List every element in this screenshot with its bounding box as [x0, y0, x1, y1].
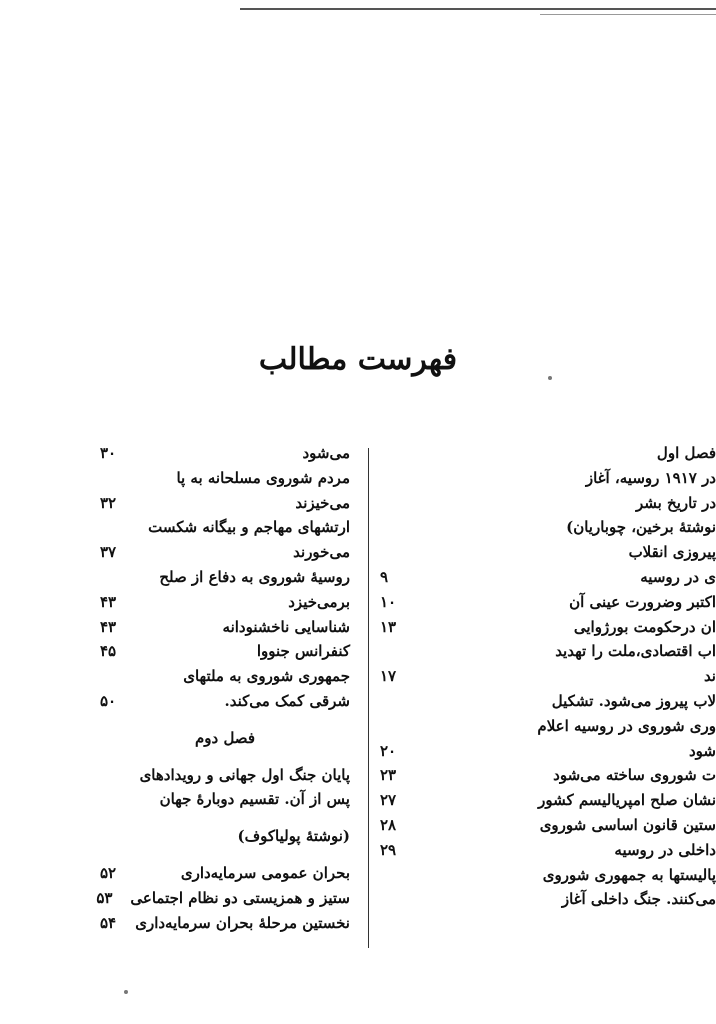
toc-entry-text: ند	[703, 667, 716, 686]
toc-entry-text: نشان صلح امپریالیسم کشور	[538, 791, 716, 810]
toc-entry	[380, 866, 716, 891]
toc-left-column	[96, 444, 350, 938]
toc-entry-page: ۲۷	[380, 791, 397, 810]
toc-entry	[100, 469, 350, 494]
toc-entry	[380, 766, 716, 791]
toc-entry	[100, 692, 350, 717]
toc-entry	[100, 494, 350, 519]
toc-entry-page: ۱۳	[380, 617, 397, 636]
toc-entry-page: ۴۵	[100, 642, 117, 661]
toc-entry	[380, 518, 716, 543]
toc-entry	[380, 618, 716, 643]
toc-entry-text: اکتبر وضرورت عینی آن	[569, 592, 716, 611]
toc-entry-text: ت شوروی ساخته می‌شود	[553, 766, 716, 785]
toc-entry-text: پیروزی انقلاب	[628, 543, 716, 562]
chapter-two-title-line-1: پایان جنگ اول جهانی و رویدادهای	[139, 765, 350, 784]
toc-entry	[100, 864, 350, 889]
toc-entry	[100, 518, 350, 543]
toc-entry-page: ۵۲	[100, 863, 117, 882]
toc-entry	[380, 841, 716, 866]
toc-entry	[380, 717, 716, 742]
scan-speck	[124, 990, 128, 994]
top-rule	[240, 8, 716, 10]
toc-entry-page: ۲۸	[380, 815, 397, 834]
toc-entry	[100, 543, 350, 568]
toc-entry-page: ۳۲	[100, 493, 117, 512]
scan-speck	[548, 376, 552, 380]
toc-entry-text: شرقی کمک می‌کند.	[224, 691, 350, 710]
toc-entry	[380, 890, 716, 915]
toc-entry	[380, 742, 716, 767]
toc-entry	[380, 816, 716, 841]
toc-entry-page: ۱۰	[380, 592, 397, 611]
toc-entry-text: مردم شوروی مسلحانه به پا	[176, 468, 350, 487]
toc-entry-text: می‌شود	[302, 444, 350, 462]
toc-entry-text: در ۱۹۱۷ روسیه، آغاز	[585, 468, 716, 487]
column-divider	[368, 448, 369, 948]
toc-entry-text: نوشتهٔ برخین، چوباریان)	[566, 518, 716, 537]
toc-entry	[100, 593, 350, 618]
toc-entry	[380, 444, 716, 469]
toc-entry-text: شناسایی ناخشنودانه	[222, 617, 350, 636]
toc-entry-page: ۱۷	[380, 667, 397, 686]
toc-entry	[380, 593, 716, 618]
toc-entry-text: روسیهٔ شوروی به دفاع از صلح	[159, 567, 350, 586]
chapter-two-author: (نوشتهٔ پولیاکوف)	[237, 827, 350, 846]
toc-entry-page: ۳۷	[100, 543, 117, 562]
toc-entry-text: می‌خیزند	[295, 493, 350, 512]
toc-entry-page: ۴۳	[100, 617, 117, 636]
chapter-two-heading: فصل دوم	[195, 728, 255, 747]
toc-entry-text: می‌کنند. جنگ داخلی آغاز	[561, 890, 716, 909]
toc-entry	[380, 667, 716, 692]
toc-entry-text: ان درحکومت بورژوایی	[573, 617, 716, 636]
toc-entry-text: ی در روسیه	[640, 567, 716, 586]
page-title: فهرست مطالب	[258, 342, 458, 377]
toc-entry-page: ۲۰	[380, 741, 397, 760]
toc-entry-text: ارتشهای مهاجم و بیگانه شکست	[148, 518, 350, 537]
toc-entry-text: کنفرانس جنووا	[256, 642, 350, 661]
toc-entry	[100, 667, 350, 692]
toc-entry-page: ۵۴	[100, 913, 117, 932]
chapter-two-title-line-2: پس از آن. تقسیم دوبارهٔ جهان	[159, 790, 350, 809]
toc-entry-text: ستیز و همزیستی دو نظام اجتماعی	[130, 888, 350, 907]
toc-entry	[380, 642, 716, 667]
toc-entry	[380, 692, 716, 717]
toc-entry-text: داخلی در روسیه	[614, 840, 716, 859]
toc-entry	[380, 791, 716, 816]
toc-entry-text: ستین قانون اساسی شوروی	[539, 815, 716, 834]
toc-entry	[100, 914, 350, 939]
toc-entry-page: ۲۳	[380, 766, 397, 785]
toc-entry-text: پالیستها به جمهوری شوروی	[542, 865, 716, 884]
toc-entry-text: جمهوری شوروی به ملتهای	[183, 667, 350, 686]
top-rule-secondary	[540, 14, 716, 15]
toc-entry-page: ۴۳	[100, 592, 117, 611]
toc-entry-text: شود	[689, 741, 716, 760]
toc-entry	[100, 444, 350, 469]
toc-entry-text: اب اقتصادی،ملت را تهدید	[555, 642, 716, 661]
toc-entry	[380, 469, 716, 494]
toc-right-column	[380, 444, 716, 915]
toc-entry-page: ۲۹	[380, 840, 397, 859]
toc-entry-page: ۵۰	[100, 691, 117, 710]
toc-entry-page: ۳۰	[100, 444, 117, 462]
toc-entry-text: بحران عمومی سرمایه‌داری	[180, 863, 350, 882]
toc-entry	[380, 543, 716, 568]
toc-entry-page: ۹	[380, 567, 389, 586]
toc-entry	[96, 888, 350, 914]
toc-entry-text: نخستین مرحلهٔ بحران سرمایه‌داری	[135, 913, 350, 932]
toc-entry-text: در تاریخ بشر	[635, 493, 716, 512]
toc-entry-page: ۵۳	[96, 888, 113, 907]
toc-entry-text: فصل اول	[656, 444, 716, 462]
toc-entry-text: لاب پیروز می‌شود. تشکیل	[551, 691, 716, 710]
toc-entry	[380, 494, 716, 519]
toc-entry	[380, 568, 716, 593]
toc-entry	[100, 618, 350, 643]
toc-entry-text: می‌خورند	[293, 543, 350, 562]
toc-entry-text: برمی‌خیزد	[288, 592, 350, 611]
toc-entry	[100, 568, 350, 593]
toc-entry-text: وری شوروی در روسیه اعلام	[537, 716, 716, 735]
toc-entry	[100, 642, 350, 667]
